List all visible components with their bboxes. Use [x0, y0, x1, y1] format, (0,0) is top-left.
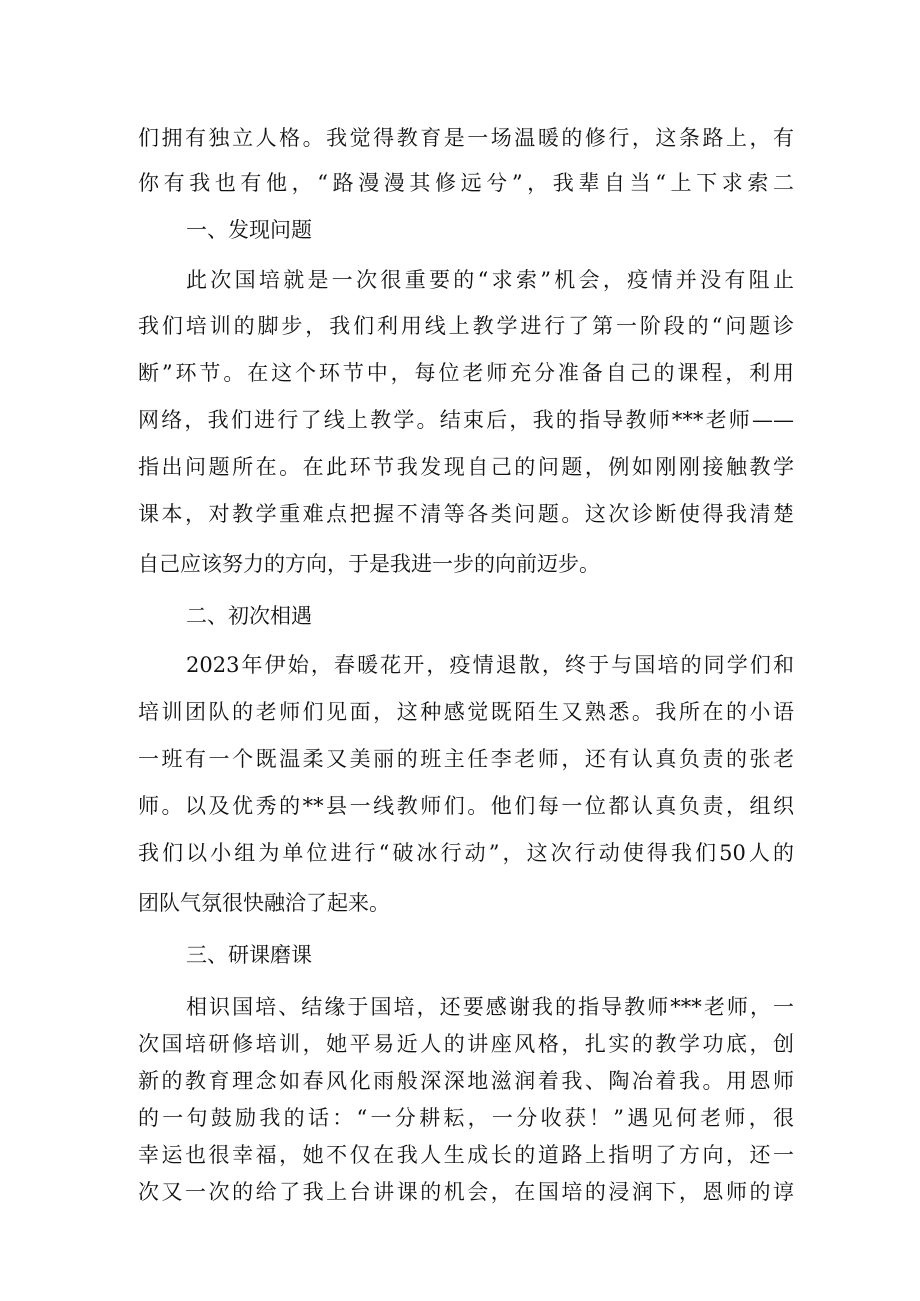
paragraph-line: 课本，对教学重难点把握不清等各类问题。这次诊断使得我清楚 — [138, 502, 794, 526]
paragraph-line: 培训团队的老师们见面，这种感觉既陌生又熟悉。我所在的小语 — [138, 700, 794, 724]
paragraph-line: 相识国培、结缘于国培，还要感谢我的指导教师***老师，一 — [186, 995, 794, 1019]
paragraph-line: 幸运也很幸福，她不仅在我人生成长的道路上指明了方向，还一 — [138, 1143, 794, 1167]
paragraph-line: 自己应该努力的方向，于是我进一步的向前迈步。 — [138, 552, 600, 576]
paragraph-line: 我们以小组为单位进行“破冰行动”，这次行动使得我们50人的 — [138, 841, 794, 865]
section-heading-1: 一、发现问题 — [186, 218, 312, 242]
paragraph-line: 师。以及优秀的**县一线教师们。他们每一位都认真负责，组织 — [138, 794, 794, 818]
section-heading-3: 三、研课磨课 — [186, 943, 312, 967]
paragraph-line: 次又一次的给了我上台讲课的机会，在国培的浸润下，恩师的谆 — [138, 1180, 794, 1204]
paragraph-line: 的一句鼓励我的话：“一分耕耘，一分收获！”遇见何老师，很 — [138, 1106, 794, 1130]
paragraph-line: 新的教育理念如春风化雨般深深地滋润着我、陶冶着我。用恩师 — [138, 1069, 794, 1093]
section-heading-2: 二、初次相遇 — [186, 604, 312, 628]
paragraph-line: 我们培训的脚步，我们利用线上教学进行了第一阶段的“问题诊 — [138, 314, 794, 338]
paragraph-line: 团队气氛很快融洽了起来。 — [138, 891, 390, 915]
paragraph-line: 此次国培就是一次很重要的“求索”机会，疫情并没有阻止 — [186, 268, 794, 292]
paragraph-line: 你有我也有他，“路漫漫其修远兮”，我辈自当“上下求索二 — [138, 171, 794, 195]
paragraph-line: 2023年伊始，春暖花开，疫情退散，终于与国培的同学们和 — [186, 653, 794, 677]
paragraph-line: 网络，我们进行了线上教学。结束后，我的指导教师***老师—— — [138, 408, 794, 432]
paragraph-line: 指出问题所在。在此环节我发现自己的问题，例如刚刚接触教学 — [138, 455, 794, 479]
paragraph-line: 一班有一个既温柔又美丽的班主任李老师，还有认真负责的张老 — [138, 747, 794, 771]
paragraph-line: 断”环节。在这个环节中，每位老师充分准备自己的课程，利用 — [138, 361, 794, 385]
paragraph-line: 次国培研修培训，她平易近人的讲座风格，扎实的教学功底，创 — [138, 1032, 794, 1056]
paragraph-line: 们拥有独立人格。我觉得教育是一场温暖的修行，这条路上，有 — [138, 126, 794, 150]
